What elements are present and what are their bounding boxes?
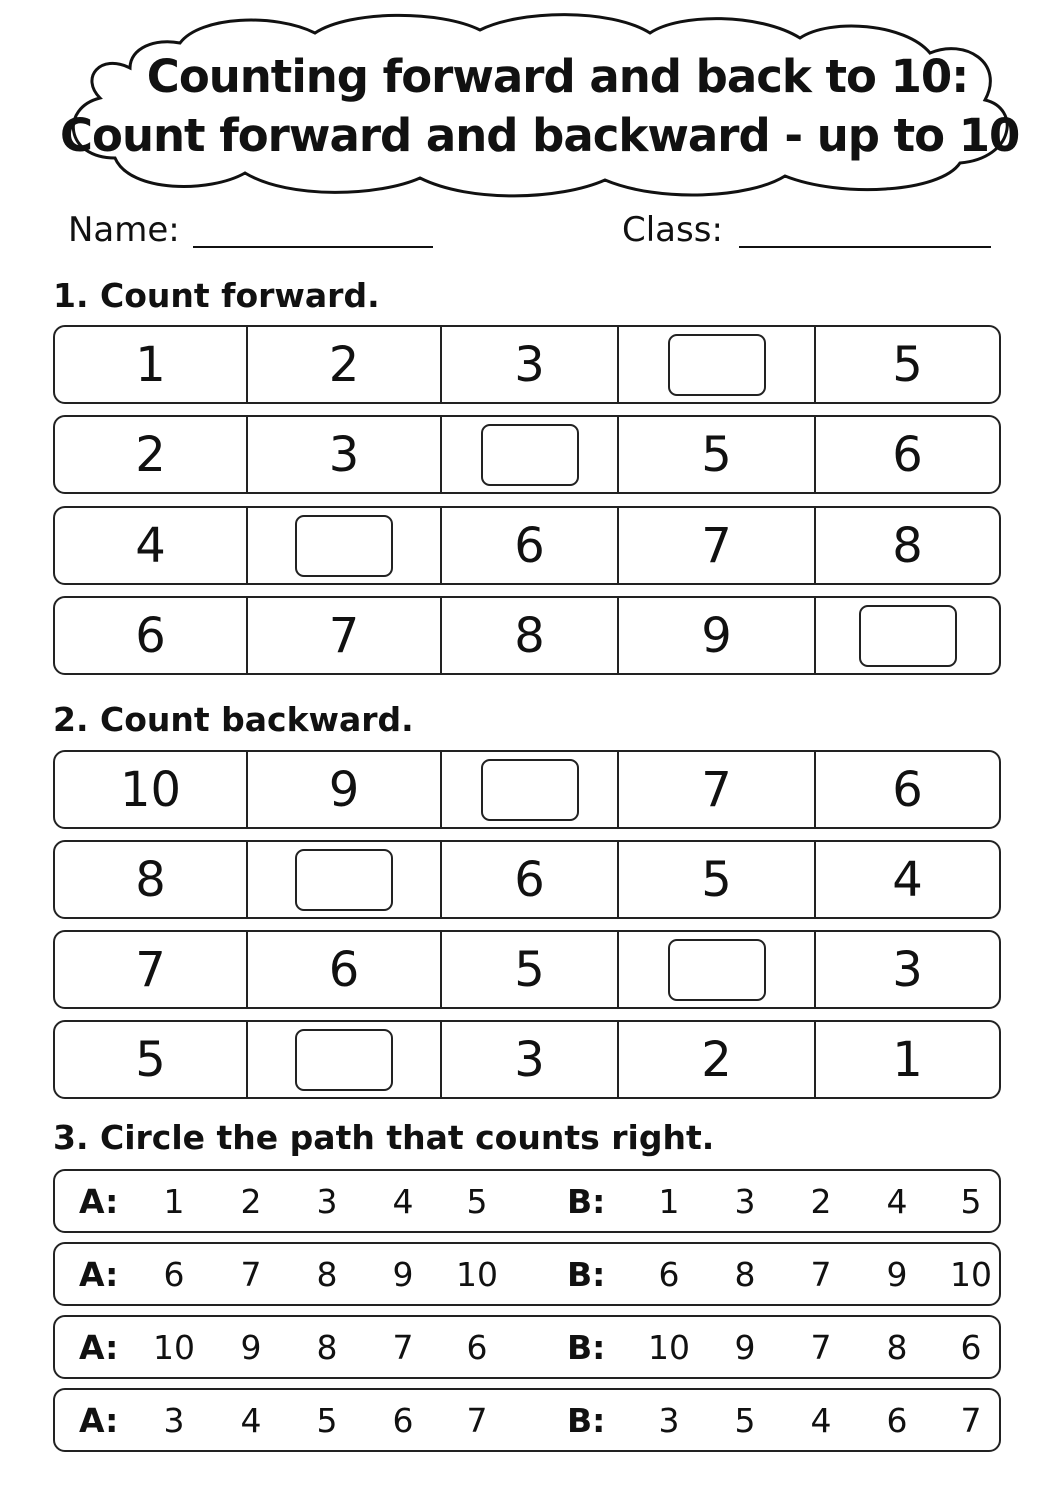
forward-cell (814, 417, 999, 492)
forward-cell (246, 508, 440, 583)
forward-cell (617, 598, 814, 673)
path-a-number: 6 (163, 1254, 185, 1294)
backward-number: 2 (701, 1031, 732, 1088)
answer-box[interactable] (295, 1029, 393, 1091)
forward-cell (440, 598, 617, 673)
path-b-number: 9 (886, 1254, 908, 1294)
path-b-number: 10 (950, 1254, 992, 1294)
path-b-number: 9 (734, 1327, 756, 1367)
backward-cell (55, 842, 246, 917)
backward-number: 6 (514, 851, 545, 908)
backward-number: 10 (119, 761, 182, 818)
title-line-2: Count forward and backward - up to 10 (60, 109, 1020, 162)
backward-number: 6 (328, 941, 360, 998)
forward-number: 6 (514, 517, 545, 574)
backward-number: 1 (892, 1031, 923, 1088)
forward-cell (246, 327, 440, 402)
path-b-number: 3 (734, 1181, 756, 1221)
path-a-number: 6 (392, 1400, 414, 1440)
backward-cell (55, 932, 246, 1007)
forward-number: 2 (135, 426, 166, 483)
forward-cell (617, 417, 814, 492)
backward-cell (246, 932, 440, 1007)
path-b-number: 8 (734, 1254, 756, 1294)
class-line[interactable] (739, 246, 991, 248)
backward-number: 7 (701, 761, 732, 818)
section-forward-heading: 1. Count forward. (53, 276, 380, 315)
forward-number: 7 (701, 517, 732, 574)
backward-cell (814, 752, 999, 827)
path-b-number: 5 (734, 1400, 756, 1440)
backward-number: 6 (892, 761, 923, 818)
answer-box[interactable] (481, 424, 579, 486)
path-a-number: 5 (466, 1181, 488, 1221)
forward-cell (617, 327, 814, 402)
backward-cell (440, 842, 617, 917)
forward-row (53, 596, 1001, 675)
backward-number: 5 (514, 941, 545, 998)
path-b-label[interactable]: B: (567, 1254, 606, 1294)
backward-number: 4 (892, 851, 923, 908)
forward-row (53, 415, 1001, 494)
path-a-number: 9 (240, 1327, 262, 1367)
forward-number: 7 (328, 607, 360, 664)
forward-cell (814, 508, 999, 583)
path-b-number: 10 (648, 1327, 690, 1367)
path-a-number: 7 (466, 1400, 488, 1440)
title-cloud (60, 8, 1020, 198)
forward-number: 8 (892, 517, 923, 574)
backward-row (53, 930, 1001, 1009)
forward-cell (246, 598, 440, 673)
path-a-label[interactable]: A: (79, 1327, 119, 1367)
path-b-number: 7 (960, 1400, 982, 1440)
backward-cell (55, 752, 246, 827)
forward-cell (246, 417, 440, 492)
path-b-number: 4 (886, 1181, 908, 1221)
backward-number: 5 (701, 851, 732, 908)
path-b-number: 3 (658, 1400, 680, 1440)
backward-cell (814, 1022, 999, 1097)
forward-cell (55, 417, 246, 492)
answer-box[interactable] (295, 515, 393, 577)
forward-number: 6 (135, 607, 166, 664)
forward-cell (440, 417, 617, 492)
path-b-number: 2 (810, 1181, 832, 1221)
backward-number: 9 (328, 761, 360, 818)
forward-cell (814, 598, 999, 673)
path-b-label[interactable]: B: (567, 1400, 606, 1440)
path-b-number: 6 (886, 1400, 908, 1440)
backward-row (53, 840, 1001, 919)
path-a-number: 1 (163, 1181, 185, 1221)
forward-cell (55, 508, 246, 583)
path-b-number: 5 (960, 1181, 982, 1221)
path-a-number: 5 (316, 1400, 338, 1440)
path-a-number: 10 (456, 1254, 498, 1294)
section-backward-heading: 2. Count backward. (53, 700, 414, 739)
path-a-number: 10 (153, 1327, 195, 1367)
path-b-label[interactable]: B: (567, 1181, 606, 1221)
path-b-number: 7 (810, 1327, 832, 1367)
class-label: Class: (622, 210, 723, 250)
forward-cell (440, 327, 617, 402)
name-line[interactable] (193, 246, 433, 248)
answer-box[interactable] (668, 939, 766, 1001)
forward-number: 1 (135, 336, 166, 393)
backward-number: 8 (135, 851, 166, 908)
name-field (68, 210, 180, 250)
forward-number: 5 (701, 426, 732, 483)
path-a-number: 4 (392, 1181, 414, 1221)
backward-cell (246, 1022, 440, 1097)
path-a-label[interactable]: A: (79, 1254, 119, 1294)
backward-number: 7 (135, 941, 166, 998)
backward-number: 5 (135, 1031, 166, 1088)
path-b-number: 4 (810, 1400, 832, 1440)
path-row (53, 1169, 1001, 1233)
backward-cell (617, 1022, 814, 1097)
forward-number: 4 (135, 517, 166, 574)
path-a-number: 7 (392, 1327, 414, 1367)
backward-cell (440, 752, 617, 827)
forward-cell (55, 598, 246, 673)
backward-cell (617, 752, 814, 827)
answer-box[interactable] (295, 849, 393, 911)
backward-cell (617, 842, 814, 917)
path-a-label[interactable]: A: (79, 1181, 119, 1221)
path-a-number: 7 (240, 1254, 262, 1294)
path-b-number: 6 (658, 1254, 680, 1294)
path-a-number: 6 (466, 1327, 488, 1367)
path-row (53, 1388, 1001, 1452)
answer-box[interactable] (481, 759, 579, 821)
forward-number: 6 (892, 426, 923, 483)
path-row (53, 1242, 1001, 1306)
forward-number: 2 (328, 336, 360, 393)
forward-number: 9 (701, 607, 732, 664)
forward-cell (617, 508, 814, 583)
answer-box[interactable] (668, 334, 766, 396)
path-b-number: 1 (658, 1181, 680, 1221)
path-a-number: 4 (240, 1400, 262, 1440)
backward-number: 3 (514, 1031, 545, 1088)
path-a-number: 8 (316, 1327, 338, 1367)
forward-cell (814, 327, 999, 402)
backward-cell (55, 1022, 246, 1097)
forward-number: 3 (328, 426, 360, 483)
path-a-number: 8 (316, 1254, 338, 1294)
answer-box[interactable] (859, 605, 957, 667)
backward-cell (246, 752, 440, 827)
backward-number: 3 (892, 941, 923, 998)
forward-cell (440, 508, 617, 583)
forward-number: 3 (514, 336, 545, 393)
path-row (53, 1315, 1001, 1379)
path-a-number: 2 (240, 1181, 262, 1221)
title-line-1: Counting forward and back to 10: (146, 50, 969, 103)
backward-cell (440, 932, 617, 1007)
forward-row (53, 325, 1001, 404)
forward-cell (55, 327, 246, 402)
path-a-number: 3 (316, 1181, 338, 1221)
backward-cell (246, 842, 440, 917)
path-b-number: 6 (960, 1327, 982, 1367)
cloud-shape (60, 8, 1020, 198)
path-b-label[interactable]: B: (567, 1327, 606, 1367)
path-a-number: 3 (163, 1400, 185, 1440)
backward-cell (440, 1022, 617, 1097)
backward-cell (617, 932, 814, 1007)
class-field (622, 210, 723, 250)
path-a-label[interactable]: A: (79, 1400, 119, 1440)
backward-row (53, 1020, 1001, 1099)
forward-number: 5 (892, 336, 923, 393)
path-b-number: 8 (886, 1327, 908, 1367)
name-label: Name: (68, 210, 180, 250)
backward-cell (814, 932, 999, 1007)
backward-row (53, 750, 1001, 829)
forward-number: 8 (514, 607, 545, 664)
path-b-number: 7 (810, 1254, 832, 1294)
backward-cell (814, 842, 999, 917)
forward-row (53, 506, 1001, 585)
section-path-heading: 3. Circle the path that counts right. (53, 1118, 715, 1157)
path-a-number: 9 (392, 1254, 414, 1294)
